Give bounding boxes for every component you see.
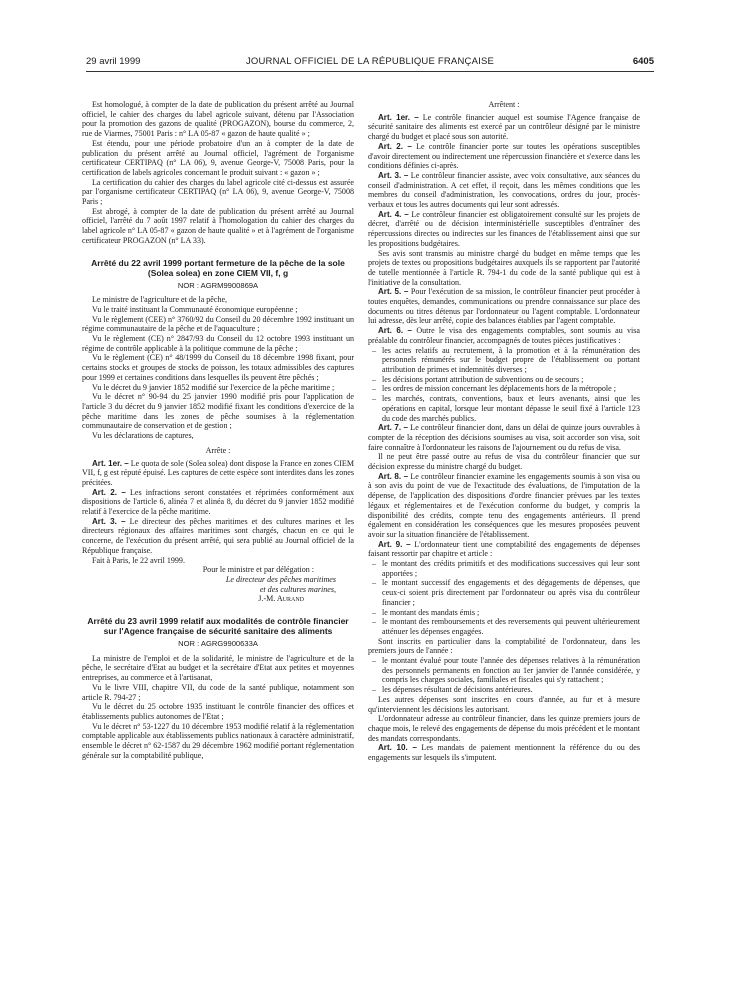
decree-title-1: Arrêté du 22 avril 1999 portant fermeture de la pêche de la sole (Solea solea) en zone CIEM VII, f, g bbox=[91, 257, 345, 278]
paragraph: La ministre de l'emploi et de la solidarité, le ministre de l'agriculture et de la pêche, le secrétaire d'Etat au budget et la secrétaire d'Etat aux petites et moyennes entreprises, au commerce et à l'artisanat, bbox=[82, 653, 354, 683]
paragraph: Vu le règlement (CE) n° 2847/93 du Conseil du 12 octobre 1993 instituant un régime de contrôle applicable à la politique commune de la pêche ; bbox=[82, 334, 354, 353]
signature-title: Le directeur des pêches maritimes bbox=[225, 574, 336, 584]
article bbox=[368, 171, 640, 210]
article-label: Art. 3. – bbox=[92, 516, 126, 526]
article-text: Le contrôle financier porte sur toutes les opérations susceptibles d'avoir directement ou indirectement une répercussion financière et s'exerce dans les conditions définies ci-après. bbox=[368, 141, 640, 171]
list-item: – les marchés, contrats, conventions, baux et leurs avenants, ainsi que les opérations en capital, lorsque leur montant dépasse le seuil fixé à l'article 123 du code des marchés publics. bbox=[382, 394, 640, 423]
article-label: Art. 4. – bbox=[378, 209, 409, 219]
list-item: – les actes relatifs au recrutement, à la promotion et à la rémunération des personnels rémunérés sur le budget propre de l'établissement ou portant attribution de primes et indemnités diverses ; bbox=[382, 346, 640, 375]
header-page-number: 6405 bbox=[632, 56, 654, 67]
article bbox=[82, 488, 354, 517]
list-item: – le montant des crédits primitifs et des modifications successives qui leur sont apportées ; bbox=[382, 559, 640, 578]
article-label: Art. 5. – bbox=[378, 287, 409, 297]
paragraph: Vu les déclarations de captures, bbox=[92, 431, 194, 441]
article-text: L'ordonnateur tient une comptabilité des engagements de dépenses faisant ressortir par chapitre et article : bbox=[368, 539, 640, 559]
paragraph: Vu le règlement (CE) n° 48/1999 du Conseil du 18 décembre 1998 fixant, pour certains stocks et groupes de stocks de poisson, les totaux admissibles des captures pour 1999 et certaines conditions dans lesquelles ils peuvent être pêchés ; bbox=[82, 353, 354, 382]
article-label: Art. 1er. – bbox=[92, 458, 129, 468]
paragraph: Est étendu, pour une période probatoire d'un an à compter de la date de publication du présent arrêté au Journal officiel, l'agrément de l'organisme certificateur CERTIPAQ (n° LA 06), 9, avenue George-V, 75008 Paris, pour la certification de labels agricoles concernant le produit suivant : « gazon » ; bbox=[82, 138, 354, 177]
signature-line: Pour le ministre et par délégation : bbox=[202, 565, 314, 575]
article-text: Le contrôleur financier dont, dans un délai de quinze jours ouvrables à compter de la réception des décisions soumises au visa, soit accorder son visa, soit faire connaître à l'ordonnateur les raisons de l'ajournement ou du refus de visa. bbox=[368, 423, 640, 452]
article-9b-list bbox=[368, 656, 640, 695]
article-label: Art. 10. – bbox=[378, 743, 417, 753]
left-column bbox=[82, 100, 354, 760]
list-item: – le montant successif des engagements et des dégagements de dépenses, que ceux-ci soient pris directement par l'ordonnateur ou après visa du contrôleur financier ; bbox=[382, 578, 640, 607]
article-text: Les mandats de paiement mentionnent la référence du ou des engagements sur lesquels ils s'imputent. bbox=[368, 743, 640, 763]
article-text: Le directeur des pêches maritimes et des cultures marines et les directeurs régionaux des affaires maritimes sont chargés, chacun en ce qui le concerne, de l'exécution du présent arrêté, qui sera publié au Journal officiel de la République française. bbox=[82, 516, 354, 555]
arretent-heading: Arrêtent : bbox=[488, 100, 520, 109]
article bbox=[368, 326, 640, 345]
paragraph: Vu le règlement (CEE) n° 3760/92 du Conseil du 20 décembre 1992 instituant un régime communautaire de la pêche et de l'aquaculture ; bbox=[82, 314, 354, 334]
article-label: Art. 6. – bbox=[378, 326, 413, 336]
paragraph: La certification du cahier des charges du label agricole cité ci-dessus est assurée par l'organisme certificateur CERTIPAQ (n° LA 06), 9, avenue George-V, 75008 Paris ; bbox=[82, 177, 354, 207]
article-text: Les infractions seront constatées et réprimées conformément aux dispositions de l'article 6, alinéa 7 et alinéa 8, du décret du 9 janvier 1852 modifié relatif à l'exercice de la pêche maritime. bbox=[82, 487, 354, 517]
article bbox=[368, 287, 640, 326]
article bbox=[368, 142, 640, 171]
list-item: – les dépenses résultant de décisions antérieures. bbox=[382, 685, 640, 695]
paragraph: Vu le décret n° 53-1227 du 10 décembre 1953 modifié relatif à la réglementation comptable applicable aux établissements publics nationaux à caractère administratif, ensemble le décret n° 62-1587 du 29 décembre 1962 modifié portant réglementation générale sur la comptabilité publique, bbox=[82, 721, 354, 760]
article-9-list bbox=[368, 559, 640, 637]
paragraph: Vu le livre VIII, chapitre VII, du code de la santé publique, notamment son article R. 794-27 ; bbox=[82, 682, 354, 702]
nor-reference-2: NOR : AGRG9900633A bbox=[178, 639, 258, 649]
paragraph: Vu le décret du 25 octobre 1935 instituant le contrôle financier des offices et établissements publics autonomes de l'Etat ; bbox=[82, 702, 354, 721]
list-item: – le montant évalué pour toute l'année des dépenses relatives à la rémunération des personnels permanents en fonction au 1er janvier de l'année considérée, y compris les charges sociales, familiales et fiscales qui s'y rattachent ; bbox=[382, 656, 640, 685]
article-label: Art. 2. – bbox=[378, 141, 412, 151]
paragraph: Le ministre de l'agriculture et de la pêche, bbox=[92, 295, 228, 305]
paragraph: Est abrogé, à compter de la date de publication du présent arrêté au Journal officiel, l'arrêté du 7 août 1997 relatif à l'homologation du cahier des charges du label agricole n° LA 05-87 « gazon de haute qualité » et à l'agrément de l'organisme certificateur PROGAZON (n° LA 33). bbox=[82, 206, 354, 245]
header-title: JOURNAL OFFICIEL DE LA RÉPUBLIQUE FRANÇAISE bbox=[245, 56, 495, 67]
page-header bbox=[86, 56, 654, 70]
paragraph: Vu le traité instituant la Communauté économique européenne ; bbox=[92, 304, 298, 314]
article-label: Art. 9. – bbox=[378, 539, 411, 549]
paragraph: Ses avis sont transmis au ministre chargé du budget en même temps que les projets de textes ou propositions budgétaires auxquels ils se rapportent par l'autorité de tutelle mentionnée à l'article R. 794-1 du code de la santé publique qui est à l'initiative de la consultation. bbox=[368, 248, 640, 287]
article-label: Art. 7. – bbox=[378, 423, 409, 433]
article-text: Le contrôleur financier est obligatoirement consulté sur les projets de décret, d'arrêté ou de décision interministérielle susceptibles d'entraîner des répercussions directes ou indirectes sur les finances de l'établissement ainsi que sur les propositions budgétaires. bbox=[368, 209, 640, 248]
header-rule bbox=[86, 71, 654, 72]
paragraph: Il ne peut être passé outre au refus de visa du contrôleur financier que sur décision expresse du ministre chargé du budget. bbox=[368, 452, 640, 472]
article-text: Le quota de sole (Solea solea) dont dispose la France en zones CIEM VII, f, g est réputé épuisé. Les captures de cette espèce sont interdites dans les zones précitées. bbox=[82, 458, 354, 487]
header-date: 29 avril 1999 bbox=[86, 56, 141, 67]
article bbox=[368, 472, 640, 540]
arrete-heading: Arrête : bbox=[205, 445, 231, 455]
right-column bbox=[368, 100, 640, 763]
article bbox=[368, 210, 640, 249]
paragraph: Vu le décret du 9 janvier 1852 modifié sur l'exercice de la pêche maritime ; bbox=[92, 382, 335, 392]
signature-name: J.-M. Aurand bbox=[258, 594, 304, 604]
article-text: Le contrôle financier auquel est soumise l'Agence française de sécurité sanitaire des aliments est exercé par un contrôleur désigné par le ministre chargé du budget et placé sous son autorité. bbox=[368, 112, 640, 142]
article-text: Outre le visa des engagements comptables, sont soumis au visa préalable du contrôleur financier, accompagnés de toutes pièces justificatives : bbox=[368, 326, 640, 345]
list-item: – le montant des mandats émis ; bbox=[382, 608, 640, 618]
article bbox=[368, 423, 640, 452]
nor-reference-1: NOR : AGRM9900869A bbox=[177, 280, 259, 290]
paragraph: L'ordonnateur adresse au contrôleur financier, dans les quinze premiers jours de chaque mois, le relevé des engagements de dépense du mois précédent et le montant des mandats correspondants. bbox=[368, 714, 640, 743]
signature-title: et des cultures marines, bbox=[259, 584, 336, 594]
list-item: – les décisions portant attribution de subventions ou de secours ; bbox=[382, 375, 640, 385]
paragraph: Vu le décret n° 90-94 du 25 janvier 1990 modifié pris pour l'application de l'article 3 du décret du 9 janvier 1852 modifié fixant les conditions d'exercice de la pêche maritime dans les zones de pêche soumises à la réglementation communautaire de conservation et de gestion ; bbox=[82, 392, 354, 431]
article-label: Art. 2. – bbox=[92, 487, 126, 497]
paragraph: Les autres dépenses sont inscrites en cours d'année, au fur et à mesure qu'interviennent les décisions les autorisant. bbox=[368, 694, 640, 714]
article-text: Pour l'exécution de sa mission, le contrôleur financier peut procéder à toutes enquêtes, demandes, communications ou prendre connaissance sur place des documents ou titres détenus par l'ordonnateur ou l'agent comptable. L'ordonnateur lui adresse, dès leur arrêté, copie des balances établies par l'agent comptable. bbox=[368, 287, 640, 326]
article bbox=[82, 459, 354, 488]
article-6-list bbox=[368, 346, 640, 424]
article bbox=[368, 113, 640, 142]
paragraph: Fait à Paris, le 22 avril 1999. bbox=[92, 555, 185, 565]
article-label: Art. 1er. – bbox=[378, 112, 419, 122]
article-text: Le contrôleur financier examine les engagements soumis à son visa ou à son avis du point de vue de l'exactitude des évaluations, de l'imputation de la dépense, de l'application des dispositions d'ordre financier prévues par les textes légaux et réglementaires et de l'exécution conforme du budget, y compris la disponibilité des crédits, compte tenu des engagements antérieurs. Il prend également en considération les conséquences que les mesures proposées peuvent avoir sur la situation financière de l'établissement. bbox=[368, 471, 640, 539]
article-label: Art. 3. – bbox=[378, 170, 409, 180]
list-item: – le montant des remboursements et des reversements qui peuvent ultérieurement atténuer les dépenses engagées. bbox=[382, 617, 640, 636]
list-item: – les ordres de mission concernant les déplacements hors de la métropole ; bbox=[382, 384, 640, 394]
decree-title-2: Arrêté du 23 avril 1999 relatif aux modalités de contrôle financier sur l'Agence française de sécurité sanitaire des aliments bbox=[87, 616, 349, 637]
article bbox=[82, 517, 354, 556]
article bbox=[368, 540, 640, 559]
article bbox=[368, 743, 640, 762]
article-label: Art. 8. – bbox=[378, 471, 409, 481]
paragraph: Sont inscrits en particulier dans la comptabilité de l'ordonnateur, dans les premiers jours de l'année : bbox=[368, 636, 640, 656]
article-text: Le contrôleur financier assiste, avec voix consultative, aux séances du conseil d'administration. A cet effet, il reçoit, dans les mêmes conditions que les membres du conseil d'administration, les convocations, ordres du jour, procès-verbaux et tous les autres documents qui leur sont adressés. bbox=[368, 170, 640, 210]
paragraph: Est homologué, à compter de la date de publication du présent arrêté au Journal officiel, le cahier des charges du label agricole suivant, détenu par l'Association pour la promotion des gazons de qualité (PROGAZON), bourse du commerce, 2, rue de Viarmes, 75001 Paris : n° LA 05-87 « gazon de haute qualité » ; bbox=[82, 100, 354, 139]
